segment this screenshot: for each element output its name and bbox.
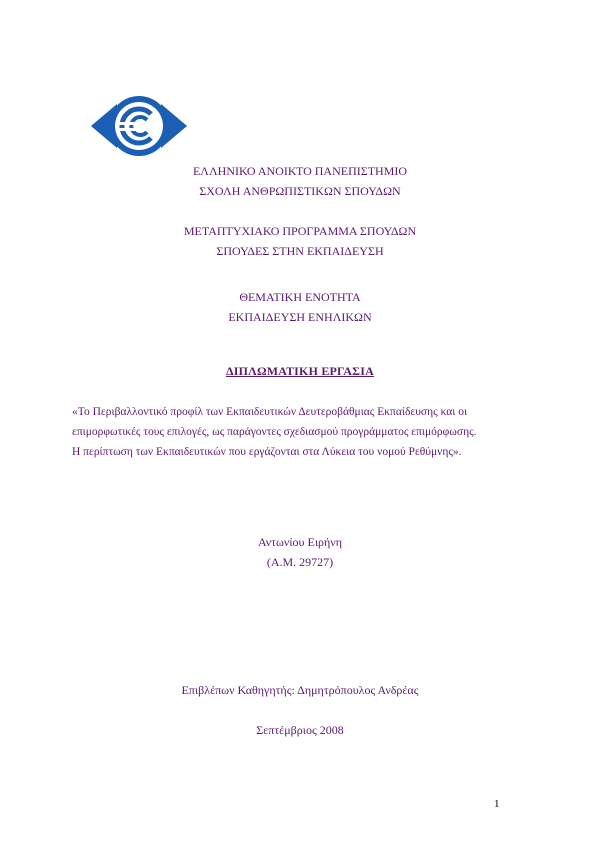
school-name: ΣΧΟΛΗ ΑΝΘΡΩΠΙΣΤΙΚΩΝ ΣΠΟΥΔΩΝ [199,184,401,198]
institution-block [0,161,600,201]
supervisor-line: Επιβλέπων Καθηγητής: Δημητρόπουλος Ανδρέας [181,683,419,697]
module-name: ΕΚΠΑΙΔΕΥΣΗ ΕΝΗΛΙΚΩΝ [228,310,372,324]
thesis-title-line: «Το Περιβαλλοντικό προφίλ των Εκπαιδευτικών Δευτεροβάθμιας Εκπαίδευσης και οι [72,406,468,418]
program-subtitle: ΣΠΟΥΔΕΣ ΣΤΗΝ ΕΚΠΑΙΔΕΥΣΗ [216,244,384,258]
program-name: ΜΕΤΑΠΤΥΧΙΑΚΟ ΠΡΟΓΡΑΜΜΑ ΣΠΟΥΔΩΝ [183,224,417,238]
thesis-title-line: Η περίπτωση των Εκπαιδευτικών που εργάζονται στα Λύκεια του νομού Ρεθύμνης». [72,446,462,458]
module-label: ΘΕΜΑΤΙΚΗ ΕΝΟΤΗΤΑ [239,290,361,304]
university-name: ΕΛΛΗΝΙΚΟ ΑΝΟΙΚΤΟ ΠΑΝΕΠΙΣΤΗΜΙΟ [192,164,408,178]
author-name: Αντωνίου Ειρήνη [257,535,343,549]
thesis-title-line: επιμορφωτικές τους επιλογές, ως παράγοντες σχεδιασμού προγράμματος επιμόρφωσης. [72,426,477,438]
module-block [0,287,600,327]
thesis-title [72,402,528,462]
submission-date: Σεπτέμβριος 2008 [256,723,344,737]
author-block [0,532,600,572]
author-registration: (Α.Μ. 29727) [266,555,334,569]
program-block [0,221,600,261]
university-logo-icon [89,90,189,162]
thesis-type-heading: ΔΙΠΛΩΜΑΤΙΚΗ ΕΡΓΑΣΙΑ [226,364,374,378]
page-number: 1 [494,798,500,810]
